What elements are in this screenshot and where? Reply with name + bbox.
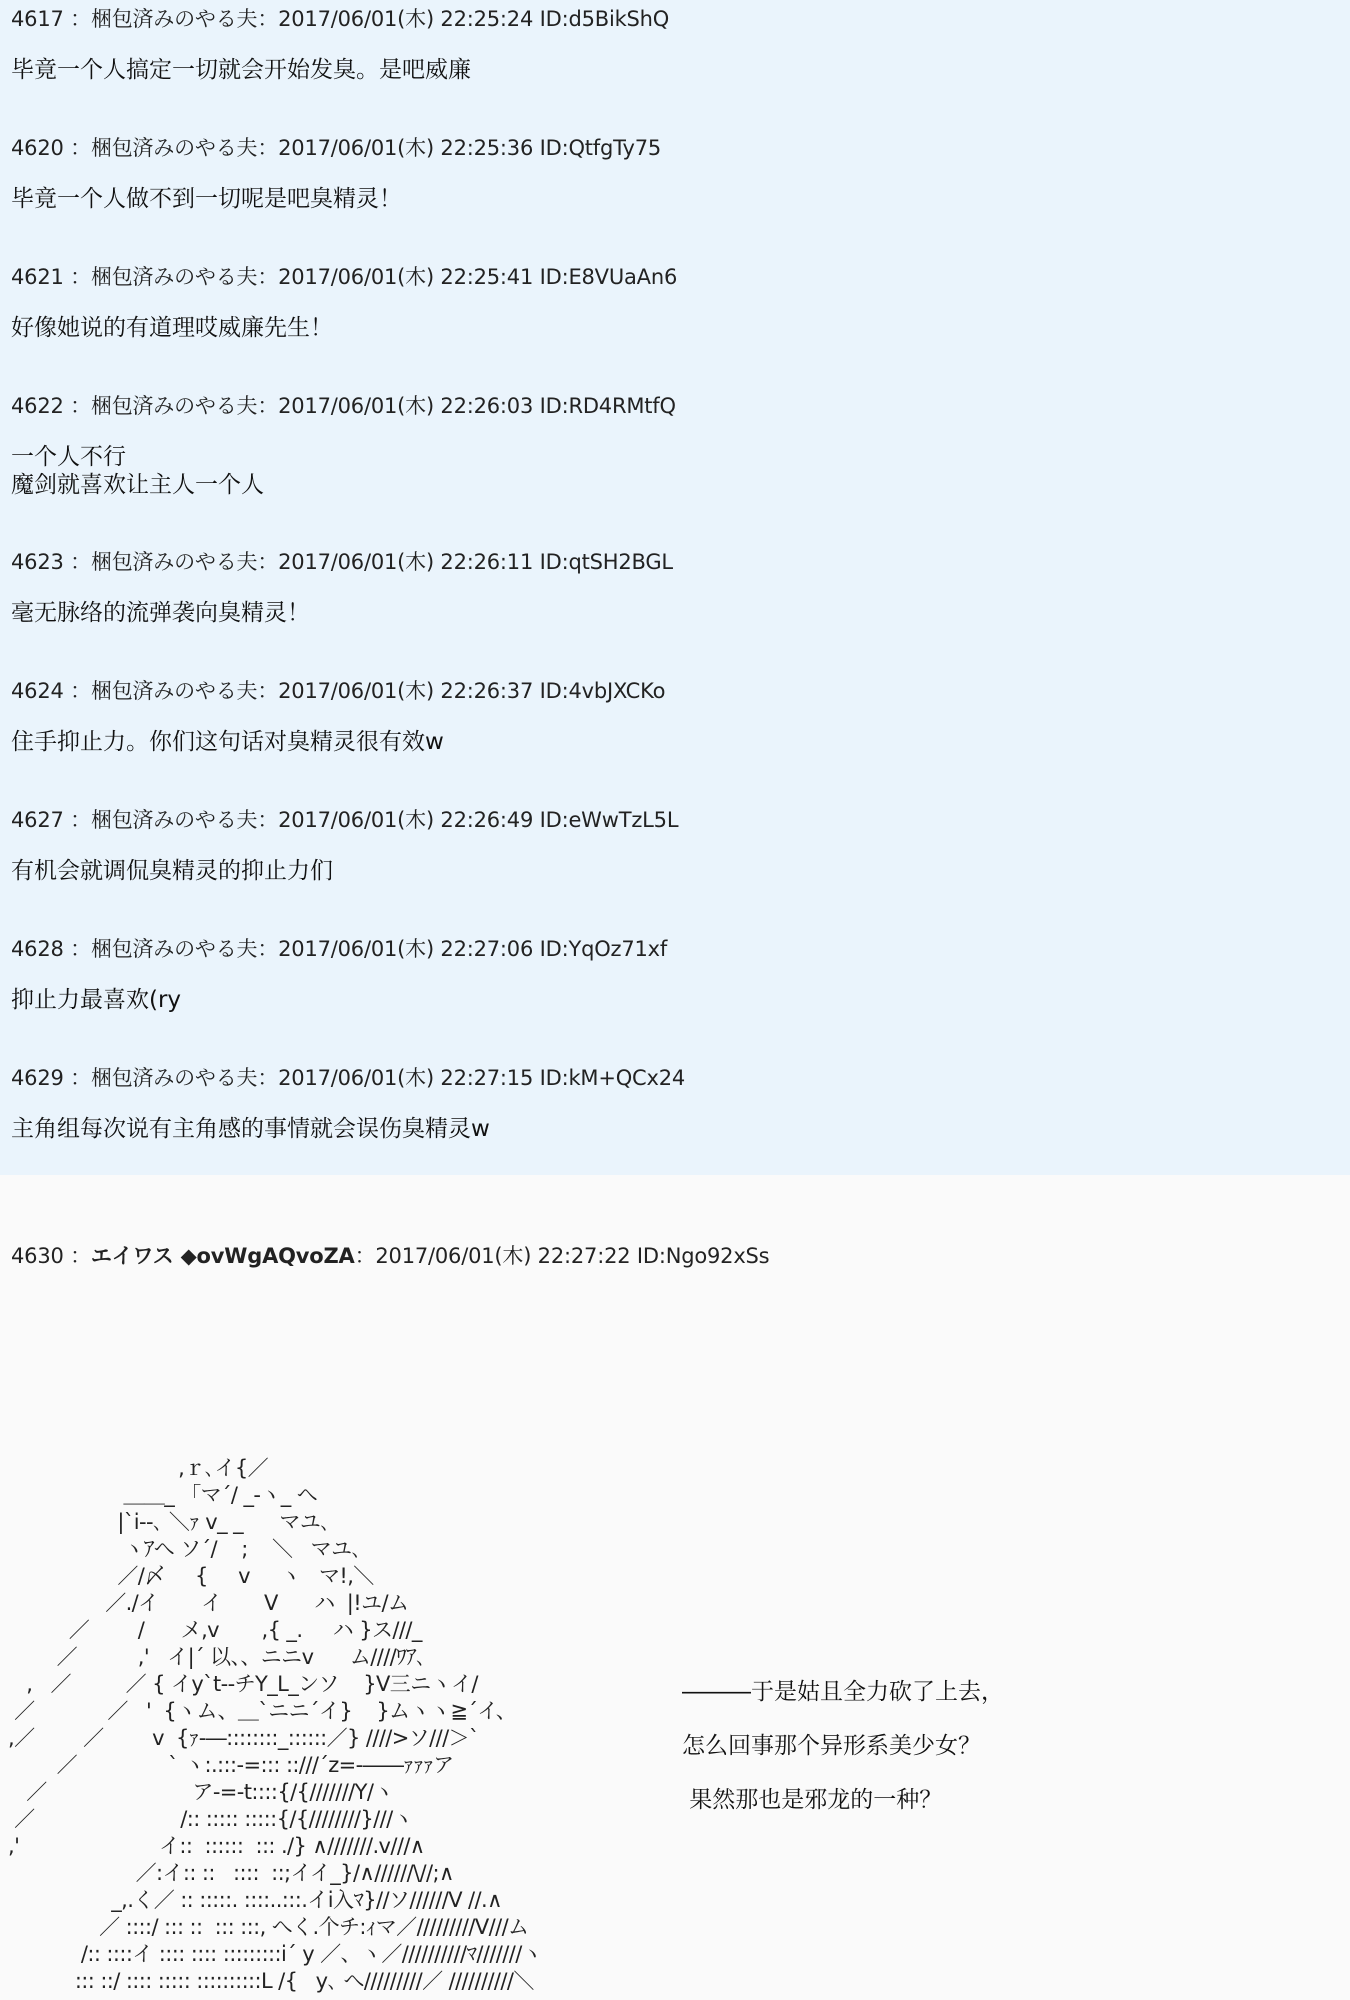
post-header: 4627 ：梱包済みのやる夫：2017/06/01(木) 22:26:49 ID:eWwTzL5L <box>11 808 679 832</box>
post-4627 <box>11 807 678 885</box>
post-body: 住手抑止力。你们这句话对臭精灵很有效w <box>11 729 444 755</box>
post-meta: ：2017/06/01(木) 22:27:22 ID:Ngo92xSs <box>354 1244 770 1268</box>
post-4624 <box>11 678 665 756</box>
post-header: 4629 ：梱包済みのやる夫：2017/06/01(木) 22:27:15 ID:kM+QCx24 <box>11 1066 686 1090</box>
post-4621 <box>11 264 677 342</box>
post-body: 毫无脉络的流弹袭向臭精灵！ <box>11 600 310 626</box>
post-header: 4617 ：梱包済みのやる夫：2017/06/01(木) 22:25:24 ID:d5BikShQ <box>11 7 670 31</box>
post-body: 有机会就调侃臭精灵的抑止力们 <box>11 858 333 884</box>
post-4617 <box>11 6 669 84</box>
post-4623 <box>11 549 673 627</box>
post-4630 <box>11 1243 769 1269</box>
post-header <box>11 1243 769 1269</box>
post-body: 主角组每次说有主角感的事情就会误伤臭精灵w <box>11 1116 490 1142</box>
post-4620 <box>11 135 661 213</box>
post-header: 4624 ：梱包済みのやる夫：2017/06/01(木) 22:26:37 ID:4vbJXCKo <box>11 679 666 703</box>
post-4629 <box>11 1065 685 1143</box>
post-number: 4630 ： <box>11 1244 91 1268</box>
post-4622 <box>11 393 676 499</box>
post-body: 毕竟一个人做不到一切呢是吧臭精灵！ <box>11 186 402 212</box>
post-body: 好像她说的有道理哎威廉先生！ <box>11 315 333 341</box>
post-header: 4622 ：梱包済みのやる夫：2017/06/01(木) 22:26:03 ID:RD4RMtfQ <box>11 394 676 418</box>
post-4628 <box>11 936 667 1014</box>
narration-text: ―――于是姑且全力砍了上去， 怎么回事那个异形系美少女？ 果然那也是邪龙的一种？ <box>682 1679 1004 1813</box>
poster-name: エイワス ◆ovWgAQvoZA <box>90 1244 355 1268</box>
ascii-art: ,ｒ､イ{／ ＿＿_ 「マ´/ _-ヽ_ へ |`i--､ ＼ｧ v_ _ マユ､ ヽｱへ ソ´/ ; ＼ マユ､ ／/〆 { v ヽ マ!,＼ ／./イ イ V ハ |!ユ/ム ／ / メ,v ,{ _. ハ }ス///_ ／ ,' イ|´ 以、、ニニv ム////ﾜｱ､ , ／ ／ { イy`t--チY_L_ンソ }V三ニヽイ/ ／ ／ ' {ヽム、＿`ニニ´イ} }ムヽヽ≧´イ、 ,／ ／ v {ｧ-―::::::::_::::::／} ////>ソ///＞` ／ ` ヽ:.:::-=::: ::///´z=-――ｧｧｧア ／ ア-=-t::::{/{///////Y/ヽ ／ /:: ::::: :::::{/{////////}///ヽ ,' イ:: :::::: ::: ./} ∧///////.v///∧ ／:イ:: :: :::: ::;イイ_}/∧//////\//;∧ _,.く／ :: :::::. ::::..:::.イi入ﾏ}//ソ//////V //.∧ ／ ::::/ ::: :: ::: :::, へく.个チ:ｨマ／/////////V///ム /:: ::::イ :::: :::: :::::::::i´ y ／、ヽ／//////////ﾏ///////ヽ ::: ::/ :::: ::::: ::::::::::L /{ y､ へ/////////／ //////////＼ <box>8 1456 543 1993</box>
post-header: 4621 ：梱包済みのやる夫：2017/06/01(木) 22:25:41 ID:E8VUaAn6 <box>11 265 678 289</box>
post-header: 4620 ：梱包済みのやる夫：2017/06/01(木) 22:25:36 ID:QtfgTy75 <box>11 136 662 160</box>
post-header: 4628 ：梱包済みのやる夫：2017/06/01(木) 22:27:06 ID:YqOz71xf <box>11 937 668 961</box>
post-body: 毕竟一个人搞定一切就会开始发臭。是吧威廉 <box>11 57 471 83</box>
post-header: 4623 ：梱包済みのやる夫：2017/06/01(木) 22:26:11 ID:qtSH2BGL <box>11 550 673 574</box>
post-body: 一个人不行 魔剑就喜欢让主人一个人 <box>11 444 264 498</box>
post-body: 抑止力最喜欢(ry <box>11 987 182 1013</box>
